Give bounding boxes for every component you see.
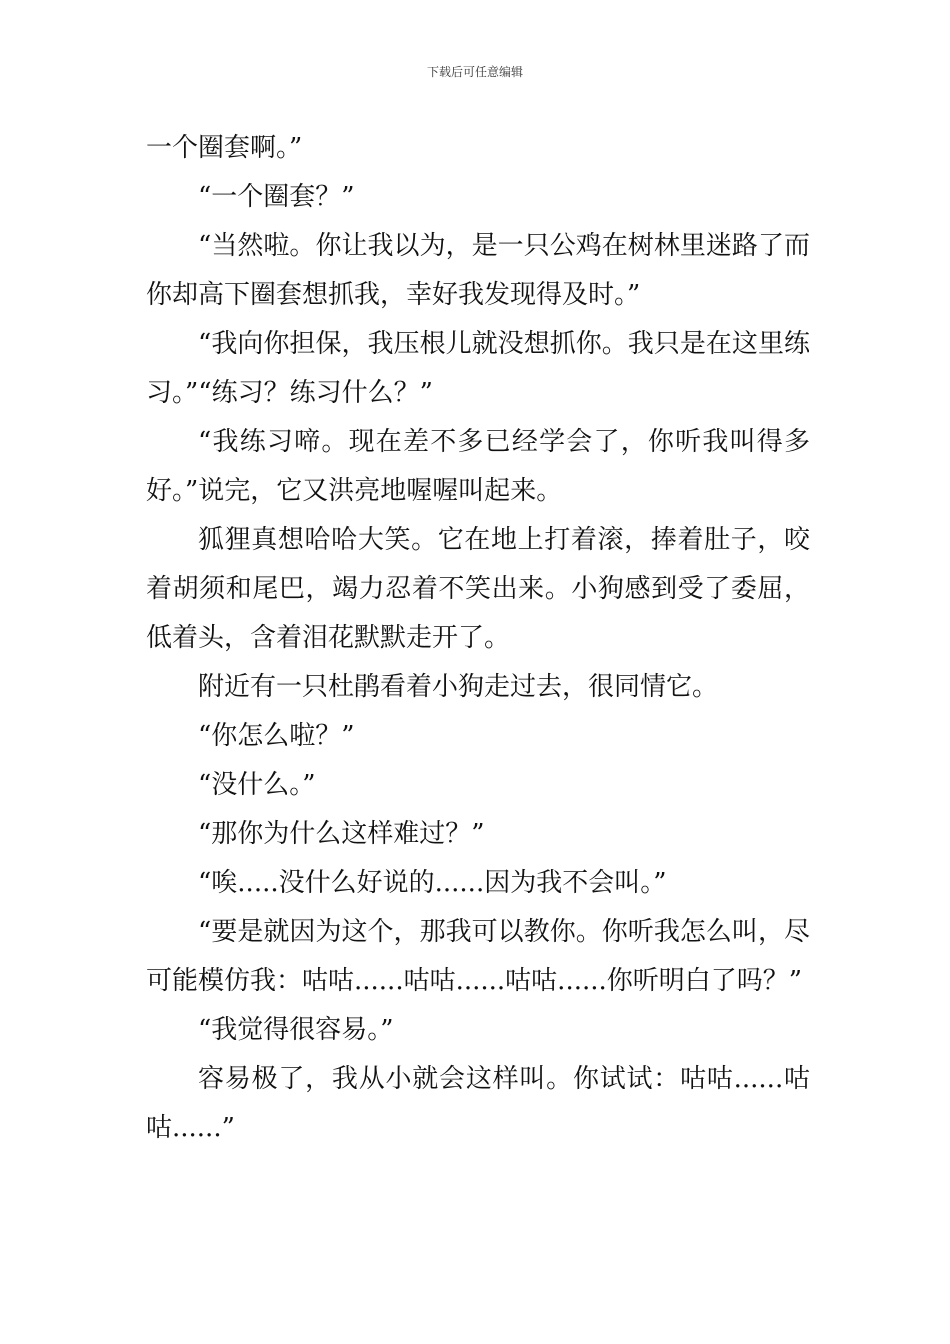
paragraph: “当然啦。你让我以为，是一只公鸡在树林里迷路了而你却高下圈套想抓我，幸好我发现得及时。”	[146, 231, 810, 310]
paragraph: “唉.....没什么好说的......因为我不会叫。”	[198, 868, 667, 898]
paragraph: 附近有一只杜鹃看着小狗走过去，很同情它。	[198, 672, 719, 702]
paragraph: “你怎么啦？”	[198, 721, 355, 751]
paragraph: “我觉得很容易。”	[198, 1015, 394, 1045]
paragraph: “我练习啼。现在差不多已经学会了，你听我叫得多好。”说完，它又洪亮地喔喔叫起来。	[146, 427, 810, 506]
document-body	[146, 124, 810, 1153]
paragraph: “要是就因为这个，那我可以教你。你听我怎么叫，尽可能模仿我：咕咕......咕咕......咕咕......你听明白了吗？”	[146, 917, 810, 996]
paragraph: 容易极了，我从小就会这样叫。你试试：咕咕......咕咕......”	[146, 1064, 810, 1143]
paragraph: 一个圈套啊。”	[146, 133, 303, 163]
paragraph: “一个圈套？”	[198, 182, 355, 212]
paragraph: 狐狸真想哈哈大笑。它在地上打着滚，捧着肚子，咬着胡须和尾巴，竭力忍着不笑出来。小狗感到受了委屈，低着头，含着泪花默默走开了。	[146, 525, 810, 653]
paragraph: “没什么。”	[198, 770, 316, 800]
paragraph: “那你为什么这样难过？”	[198, 819, 485, 849]
paragraph: “我向你担保，我压根儿就没想抓你。我只是在这里练习。”“练习？练习什么？”	[146, 329, 810, 408]
page-header: 下载后可任意编辑	[426, 65, 523, 79]
